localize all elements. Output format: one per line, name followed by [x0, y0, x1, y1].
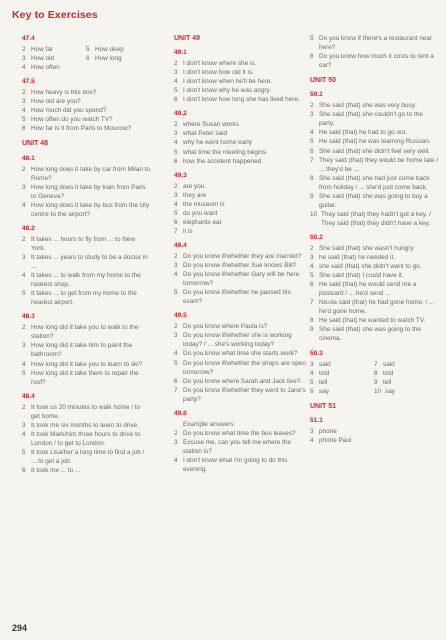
answer-item	[174, 420, 306, 429]
answer-number: 2	[22, 235, 26, 243]
answer-number: 2	[22, 89, 26, 97]
answer-number: 9	[374, 378, 378, 386]
answer-text: Do you know if/whether they are married?	[183, 252, 302, 260]
answer-item	[374, 360, 438, 369]
answer-item	[374, 387, 438, 396]
answer-pair-row	[22, 45, 150, 54]
answer-number: 3	[310, 254, 314, 262]
answer-item	[174, 157, 306, 166]
answer-number: 4	[310, 369, 314, 377]
answer-text: She said (that) she wasn't hungry.	[319, 244, 415, 252]
answer-number: 2	[22, 165, 26, 173]
answer-item	[310, 147, 438, 156]
answer-text: how the accident happened	[183, 157, 262, 165]
answer-text: Excuse me, can you tell me where the station is?	[183, 438, 291, 455]
answer-column-3	[310, 34, 438, 445]
answer-number: 5	[86, 46, 90, 54]
answer-item	[310, 137, 438, 146]
answer-number: 6	[310, 387, 314, 395]
answer-item	[22, 63, 150, 72]
answer-column-1	[22, 34, 150, 475]
answer-number: 5	[22, 448, 26, 456]
answer-number: 4	[22, 430, 26, 438]
answer-text: He said (that) he would send me a postcard / ... he'd send ...	[319, 281, 417, 298]
answer-text: Do you know where Sarah and Jack live?	[183, 377, 301, 385]
answer-number: 2	[174, 252, 178, 260]
answer-item	[310, 325, 438, 343]
answer-number: 2	[310, 244, 314, 252]
exercise-heading: 50.2	[310, 233, 323, 241]
answer-text: Nicola said (that) he had gone home. / ... he'd gone home.	[319, 299, 435, 316]
answer-text: It took us 20 minutes to walk home / to get home.	[31, 403, 141, 420]
answer-text: He said (that) he was learning Russian.	[319, 138, 431, 146]
answer-item	[22, 289, 150, 307]
answer-number: 3	[22, 98, 26, 106]
exercise-heading: 51.1	[310, 416, 323, 424]
answer-item	[174, 200, 306, 209]
answer-number: 3	[22, 421, 26, 429]
answer-number: 5	[310, 35, 314, 42]
answer-number: 4	[310, 129, 314, 137]
answer-text: It takes ... to get from my home to the nearest airport.	[31, 290, 137, 307]
answer-item	[22, 54, 86, 63]
answer-number: 4	[174, 350, 178, 358]
answer-number: 6	[86, 55, 90, 63]
answer-number: 5	[174, 359, 178, 367]
answer-number: 8	[374, 369, 378, 377]
answer-number: 5	[174, 87, 178, 95]
answer-pair-row	[310, 360, 438, 369]
answer-number: 6	[174, 157, 178, 165]
answer-item	[22, 466, 150, 475]
answer-item	[310, 210, 438, 228]
answer-item	[86, 45, 150, 54]
answer-number: 6	[22, 467, 26, 475]
answer-number: 2	[174, 323, 178, 331]
answer-text: How far is it from Paris to Moscow?	[31, 125, 132, 133]
answer-item	[310, 298, 438, 316]
answer-number: 9	[310, 326, 314, 334]
answer-item	[174, 227, 306, 236]
answer-number: 2	[174, 121, 178, 129]
answer-item	[174, 386, 306, 404]
answer-text: Do you know if/whether Gary will be here tomorrow?	[183, 271, 300, 288]
answer-item	[174, 438, 306, 456]
answer-number: 7	[310, 299, 314, 307]
answer-pair-row	[310, 387, 438, 396]
answer-text: say	[385, 387, 395, 395]
answer-text: She said (that) she had just come back from holiday / ... she'd just come back.	[319, 174, 430, 191]
answer-number: 2	[174, 60, 178, 68]
answer-number: 5	[310, 378, 314, 386]
answer-item	[22, 271, 150, 289]
answer-item	[22, 124, 150, 133]
answer-item	[22, 115, 150, 124]
answer-text: How long did it take you to walk to the station?	[31, 324, 139, 341]
exercise-heading: 49.3	[174, 171, 187, 179]
answer-number: 5	[174, 148, 178, 156]
answer-text: Do you know where Paula is?	[183, 323, 268, 331]
answer-number: 3	[174, 191, 178, 199]
answer-item	[174, 138, 306, 147]
answer-item	[22, 421, 150, 430]
answer-number: 4	[174, 271, 178, 279]
answer-text: Do you know what time the bus leaves?	[183, 429, 296, 437]
answer-number: 7	[374, 360, 378, 368]
answer-number: 6	[174, 218, 178, 226]
answer-pair-row	[310, 378, 438, 387]
unit-heading: UNIT 49	[174, 35, 201, 42]
answer-number: 4	[174, 200, 178, 208]
answer-item	[22, 235, 150, 253]
unit-heading: UNIT 51	[310, 402, 337, 410]
answer-text: He said (that) he had to go out.	[319, 129, 408, 137]
answer-number: 4	[310, 436, 314, 444]
answer-text: I don't know how long she has lived here.	[183, 96, 300, 104]
answer-text: How much did you spend?	[31, 107, 107, 115]
answer-number: 7	[174, 227, 178, 235]
answer-number: 4	[22, 201, 26, 209]
answer-number: 5	[22, 290, 26, 298]
answer-item	[174, 77, 306, 86]
answer-text: Example answers:	[183, 420, 236, 428]
answer-number: 3	[22, 253, 26, 261]
answer-text: She said (that) she couldn't go to the party.	[319, 111, 423, 128]
answer-text: How long did it take them to repair the roof?	[31, 369, 139, 386]
answer-number: 4	[174, 456, 178, 464]
answer-item	[174, 456, 306, 474]
answer-item	[310, 280, 438, 298]
exercise-heading: 48.4	[22, 392, 35, 400]
answer-column-2	[174, 34, 306, 474]
answer-text: I don't know when he'll be here.	[183, 78, 273, 86]
answer-item	[22, 323, 150, 341]
exercise-heading: 50.3	[310, 349, 323, 357]
answer-number: 3	[310, 427, 314, 435]
answer-item	[310, 156, 438, 174]
answer-number: 8	[310, 317, 314, 325]
answer-number: 3	[174, 438, 178, 446]
answer-number: 6	[310, 281, 314, 289]
answer-text: I don't know what I'm going to do this evening.	[183, 456, 288, 474]
answer-text: How long does it take by bus from the city centre to the airport?	[31, 201, 150, 218]
answer-item	[310, 128, 438, 137]
answer-item	[22, 360, 150, 369]
answer-text: How long	[95, 55, 122, 63]
answer-text: why he went home early	[183, 139, 252, 147]
answer-number: 6	[22, 125, 26, 133]
answer-number: 4	[174, 139, 178, 147]
answer-number: 4	[22, 107, 26, 115]
answer-number: 5	[22, 116, 26, 124]
answer-item	[174, 148, 306, 157]
answer-text: How old are you?	[31, 98, 81, 106]
answer-text: It takes ... years to study to be a doctor in ...	[31, 253, 148, 271]
answer-item	[174, 359, 306, 377]
answer-text: Do you know if/whether the shops are open tomorrow?	[183, 359, 306, 376]
answer-item	[310, 52, 438, 70]
answer-item	[22, 201, 150, 219]
answer-text: She said (that) she didn't feel very well.	[319, 147, 430, 155]
exercise-heading: 48.3	[22, 313, 35, 321]
answer-text: It took me ... to ...	[31, 467, 81, 475]
answer-item	[310, 253, 438, 262]
answer-text: How often	[31, 64, 60, 72]
answer-item	[174, 270, 306, 288]
answer-item	[22, 369, 150, 387]
answer-number: 5	[310, 138, 314, 146]
exercise-heading: 49.4	[174, 241, 187, 249]
answer-text: It takes ... to walk from my home to the nearest shop.	[31, 272, 141, 289]
answer-item	[22, 88, 150, 97]
answer-number: 2	[22, 324, 26, 332]
page-number: 294	[12, 623, 28, 633]
answer-text: How far	[31, 46, 54, 54]
answer-number: 7	[310, 156, 314, 164]
answer-text: tell	[383, 378, 392, 386]
exercise-heading: 48.1	[22, 154, 35, 162]
answer-number: 6	[310, 53, 314, 61]
answer-number: 6	[174, 96, 178, 104]
answer-number: 2	[310, 102, 314, 110]
answer-number: 3	[174, 332, 178, 340]
answer-text: She said (that) I could have it.	[319, 272, 404, 280]
answer-item	[22, 45, 86, 54]
answer-item	[174, 322, 306, 331]
answer-item	[174, 120, 306, 129]
answer-number: 4	[22, 64, 26, 72]
answer-item	[22, 448, 150, 466]
exercise-heading: 48.2	[22, 224, 35, 232]
answer-number: 3	[22, 342, 26, 350]
answer-item	[310, 192, 438, 210]
answer-item	[174, 191, 306, 200]
answer-item	[310, 378, 374, 387]
answer-text: what time the meeting begins	[183, 148, 267, 156]
answer-text: he said (that) he needed it.	[319, 254, 396, 262]
exercise-heading: 49.6	[174, 409, 187, 417]
answer-item	[310, 101, 438, 110]
answer-item	[22, 97, 150, 106]
answer-number: 9	[310, 192, 314, 200]
answer-item	[310, 427, 438, 436]
answer-text: Do you know if there's a restaurant near here?	[319, 35, 433, 52]
answer-item	[174, 377, 306, 386]
answer-text: do you want	[183, 209, 218, 217]
answer-item	[174, 218, 306, 227]
answer-item	[310, 271, 438, 280]
answer-number: 4	[310, 263, 314, 271]
answer-text: She said (that) she was going to the cinema.	[319, 326, 421, 343]
answer-number: 10	[374, 387, 382, 395]
answer-text: what Peter said	[183, 130, 228, 138]
answer-text: I don't know where she is.	[183, 60, 257, 68]
exercise-heading: 49.2	[174, 110, 187, 118]
answer-number: 4	[22, 360, 26, 368]
answer-item	[174, 349, 306, 358]
answer-text: it is	[183, 227, 193, 235]
answer-number: 5	[310, 272, 314, 280]
answer-number: 4	[174, 78, 178, 86]
answer-item	[22, 183, 150, 201]
answer-number: 2	[22, 46, 26, 54]
answer-text: they are	[183, 191, 207, 199]
answer-item	[310, 110, 438, 128]
answer-number: 8	[310, 174, 314, 182]
answer-item	[22, 165, 150, 183]
answer-number: 10	[310, 210, 318, 218]
answer-item	[174, 68, 306, 77]
answer-text: How deep	[95, 46, 124, 54]
answer-text: I don't know why he was angry.	[183, 87, 272, 95]
answer-text: How old	[31, 55, 55, 63]
answer-item	[22, 430, 150, 448]
unit-heading: UNIT 48	[22, 140, 49, 148]
exercise-heading: 49.1	[174, 49, 187, 57]
answer-text: It took Lisa/her a long time to find a job / ... to get a job.	[31, 448, 145, 465]
exercise-heading: 47.5	[22, 78, 35, 86]
answer-number: 3	[22, 55, 26, 63]
answer-text: She said (that) she was going to buy a guitar.	[319, 192, 428, 209]
answer-text: I don't know how old it is.	[183, 69, 254, 77]
answer-text: It takes ... hours to fly from ... to New York.	[31, 235, 136, 252]
answer-item	[22, 341, 150, 359]
answer-text: How long does it take by car from Milan to Rome?	[31, 165, 150, 182]
answer-text: How long did it take him to paint the bathroom?	[31, 342, 133, 359]
page-title: Key to Exercises	[12, 9, 98, 21]
answer-number: 5	[174, 289, 178, 297]
answer-text: are you	[183, 182, 205, 190]
unit-heading: UNIT 50	[310, 77, 337, 85]
answer-item	[310, 436, 438, 445]
answer-item	[310, 369, 374, 378]
answer-number: 3	[174, 130, 178, 138]
answer-text: elephants eat	[183, 218, 222, 226]
answer-text: told	[319, 369, 330, 377]
answer-number: 3	[174, 69, 178, 77]
answer-item	[22, 253, 150, 271]
answer-item	[174, 59, 306, 68]
answer-text: where Susan works	[183, 121, 239, 129]
answer-item	[310, 360, 374, 369]
answer-text: said	[319, 360, 331, 368]
answer-item	[174, 209, 306, 218]
answer-text: They said (that) they would be home late / ... they'd be ...	[319, 156, 439, 173]
answer-item	[310, 262, 438, 271]
answer-text: How long did it take you to learn to ski?	[31, 360, 143, 368]
answer-item	[174, 331, 306, 349]
answer-item	[174, 288, 306, 306]
answer-number	[174, 420, 183, 429]
answer-text: How heavy is this box?	[31, 89, 97, 97]
answer-text: say	[319, 387, 329, 395]
exercise-heading: 47.4	[22, 35, 35, 42]
answer-number: 2	[174, 182, 178, 190]
answer-item	[86, 54, 150, 63]
exercise-heading: 49.5	[174, 312, 187, 320]
answer-text: He said (that) he wanted to watch TV.	[319, 317, 426, 325]
answer-text: They said (that) they hadn't got a key. / They said (that) they didn't have a key.	[321, 210, 431, 227]
answer-number: 6	[174, 377, 178, 385]
answer-number: 3	[310, 111, 314, 119]
answer-text: the museum is	[183, 200, 225, 208]
answer-item	[374, 378, 438, 387]
answer-number: 3	[174, 262, 178, 270]
answer-text: she said (that) she didn't want to go.	[319, 263, 422, 271]
answer-text: told	[383, 369, 394, 377]
answer-item	[174, 95, 306, 104]
answer-item	[310, 174, 438, 192]
answer-text: Do you know what time she starts work?	[183, 350, 298, 358]
answer-item	[174, 252, 306, 261]
answer-item	[174, 261, 306, 270]
answer-text: How often do you watch TV?	[31, 116, 113, 124]
answer-number: 6	[310, 147, 314, 155]
answer-text: said	[383, 360, 395, 368]
answer-number: 4	[22, 272, 26, 280]
answer-text: tell	[319, 378, 328, 386]
answer-text: Do you know if/whether she is working today? / ... she's working today?	[183, 332, 292, 349]
answer-text: She said (that) she was very busy.	[319, 102, 417, 110]
answer-pair-row	[310, 369, 438, 378]
exercise-heading: 50.1	[310, 91, 323, 99]
answer-text: How long does it take by train from Paris to Geneva?	[31, 183, 146, 200]
answer-item	[310, 34, 438, 52]
answer-item	[310, 387, 374, 396]
answer-item	[22, 403, 150, 421]
answer-number: 2	[174, 429, 178, 437]
answer-text: Do you know if/whether Sue knows Bill?	[183, 262, 297, 270]
answer-item	[174, 182, 306, 191]
answer-text: Do you know if/whether they went to Jane's party?	[183, 386, 306, 403]
answer-text: It took me six months to learn to drive.	[31, 421, 139, 429]
answer-item	[374, 369, 438, 378]
answer-number: 5	[22, 369, 26, 377]
answer-item	[22, 106, 150, 115]
answer-item	[310, 244, 438, 253]
answer-number: 3	[22, 183, 26, 191]
answer-text: It took Mark/him three hours to drive to London / to get to London.	[31, 430, 141, 447]
answer-number: 3	[310, 360, 314, 368]
answer-text: phone	[319, 427, 337, 435]
answer-item	[174, 86, 306, 95]
answer-number: 5	[174, 209, 178, 217]
answer-text: Do you know if/whether he passed his exam?	[183, 289, 291, 306]
answer-number: 2	[22, 403, 26, 411]
answer-item	[174, 129, 306, 138]
answer-number: 7	[174, 386, 178, 394]
answer-pair-row	[22, 54, 150, 63]
answer-text: phone Paul	[319, 436, 352, 444]
answer-text: Do you know how much it costs to rent a car?	[319, 53, 434, 70]
answer-item	[310, 316, 438, 325]
answer-item	[174, 429, 306, 438]
